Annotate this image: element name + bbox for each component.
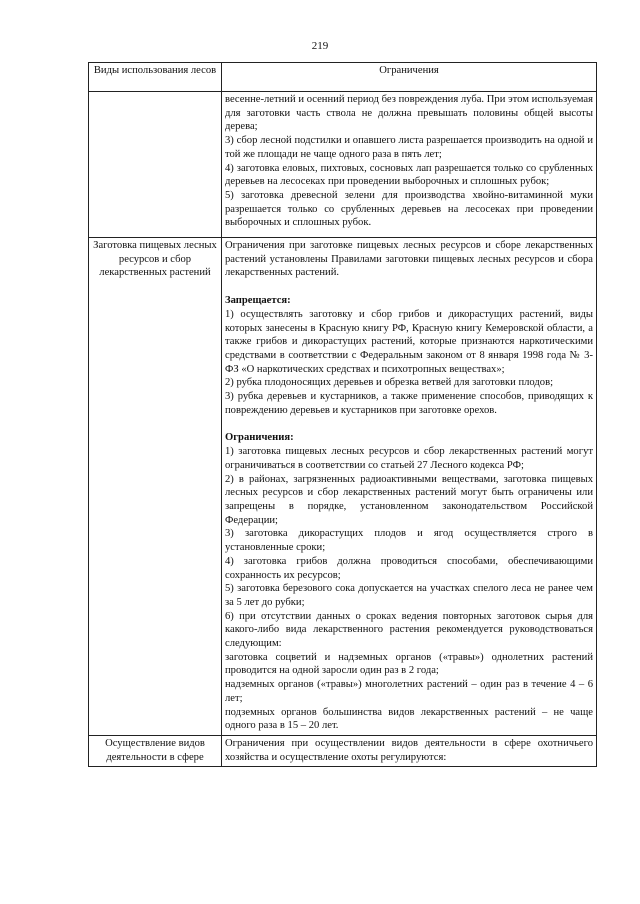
restrictions-table: [88, 62, 597, 767]
list-item: 1) осуществлять заготовку и сбор грибов и дикорастущих растений, виды которых занесены в Красную книгу РФ, Красную книгу Кемеровской области, а также грибов и дикорастущих растений, которые признаются наркотическими средствами в соответствии с Федеральным законом от 8 января 1998 года № 3-ФЗ «О наркотических средствах и психотропных веществах»;: [225, 308, 593, 375]
list-item: подземных органов большинства видов лекарственных растений – не чаще одного раза в 15 – 20 лет.: [225, 706, 593, 732]
row1-right-cell: [222, 92, 597, 238]
restrictions-heading: Ограничения:: [225, 432, 294, 444]
list-item: 5) заготовка березового сока допускается на участках спелого леса не ранее чем за 5 лет до рубки;: [225, 583, 593, 608]
row1-left-cell: [89, 92, 222, 238]
row3-left-cell: Осуществление видов деятельности в сфере: [89, 735, 222, 766]
row3-right-cell: Ограничения при осуществлении видов деятельности в сфере охотничьего хозяйства и осуществление охоты регулируются:: [222, 735, 597, 766]
list-item: 2) рубка плодоносящих деревьев и обрезка ветвей для заготовки плодов;: [225, 377, 554, 389]
row2-right-cell: [222, 238, 597, 736]
header-restrictions: Ограничения: [222, 63, 597, 92]
list-item: 3) заготовка дикорастущих плодов и ягод осуществляется строго в установленные сроки;: [225, 528, 593, 554]
prohibited-heading: Запрещается:: [225, 295, 291, 307]
row2-left-cell: Заготовка пищевых лесных ресурсов и сбор лекарственных растений: [89, 238, 222, 736]
list-item: надземных органов («травы») многолетних растений – один раз в течение 4 – 6 лет;: [225, 679, 593, 704]
table-row: [89, 92, 597, 238]
list-item: 4) заготовка еловых, пихтовых, сосновых лап разрешается только со срубленных деревьев на лесосеках при проведении выборочных и сплошных рубок;: [225, 162, 593, 188]
list-item: 4) заготовка грибов должна проводиться способами, обеспечивающими сохранность их ресурсов;: [225, 555, 593, 581]
list-item: 2) в районах, загрязненных радиоактивными веществами, заготовка пищевых лесных ресурсов и сбор лекарственных растений могут быть ограничены или запрещены в порядке, установленном законодательством Российской Федерации;: [225, 473, 593, 526]
list-item: 3) сбор лесной подстилки и опавшего листа разрешается производить на одной и той же площади не чаще одного раза в пять лет;: [225, 135, 593, 160]
list-item: 5) заготовка древесной зелени для производства хвойно-витаминной муки разрешается только со срубленных деревьев на лесосеках при проведении выборочных и сплошных рубок.: [225, 189, 593, 229]
list-item: весенне-летний и осенний период без повреждения луба. При этом используемая для заготовки часть ствола не должна превышать половины общей высоты дерева;: [225, 94, 593, 133]
table-header-row: [89, 63, 597, 92]
header-forest-use-types: Виды использования лесов: [89, 63, 222, 92]
table-row: [89, 735, 597, 766]
list-item: 1) заготовка пищевых лесных ресурсов и сбор лекарственных растений могут ограничиваться в соответствии со статьей 27 Лесного кодекса РФ;: [225, 446, 593, 471]
page-number: 219: [311, 40, 329, 52]
list-item: заготовка соцветий и надземных органов («травы») однолетних растений проводится на одной заросли один раз в 2 года;: [225, 651, 593, 677]
table-row: [89, 238, 597, 736]
row2-intro: Ограничения при заготовке пищевых лесных ресурсов и сборе лекарственных растений установлены Правилами заготовки пищевых лесных ресурсов и сбора лекарственных растений.: [225, 240, 593, 279]
list-item: 6) при отсутствии данных о сроках ведения повторных заготовок сырья для какого-либо вида лекарственного растения рекомендуется руководствоваться следующим:: [225, 610, 593, 650]
list-item: 3) рубка деревьев и кустарников, а также применение способов, приводящих к повреждению деревьев и кустарников при заготовке орехов.: [225, 391, 593, 416]
